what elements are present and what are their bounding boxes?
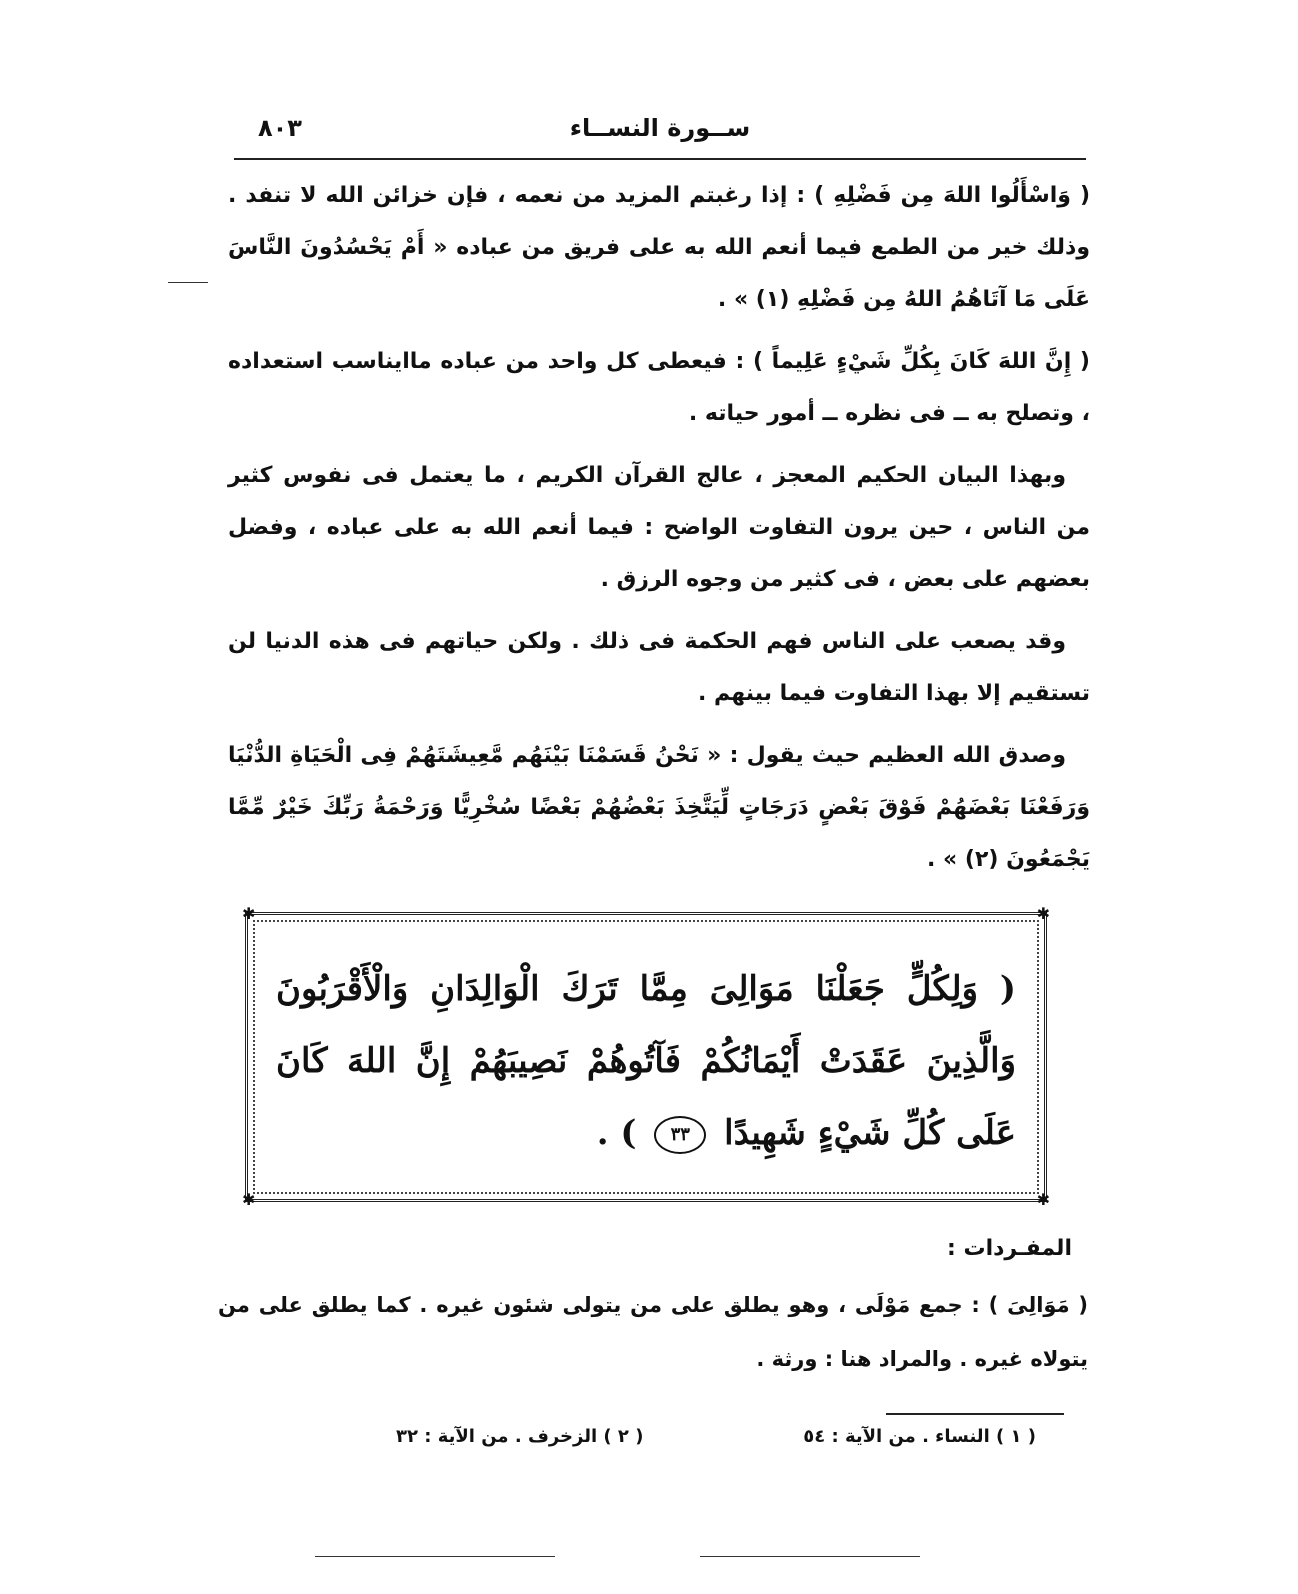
ornament-corner-icon: ✱ [1036, 904, 1050, 923]
paragraph: وبهذا البيان الحكيم المعجز ، عالج القرآن الكريم ، ما يعتمل فى نفوس كثير من الناس ، حين يرون التفاوت الواضح : فيما أنعم الله به على عباده ، وفضل بعضهم على بعض ، فى كثير من وجوه الرزق . [228, 463, 1090, 592]
ornament-corner-icon: ✱ [1036, 1190, 1050, 1209]
paragraph: ( وَاسْأَلُوا اللهَ مِن فَضْلِهِ ) : إذا رغبتم المزيد من نعمه ، فإن خزائن الله لا تنفد . وذلك خير من الطمع فيما أنعم الله به على فريق من عباده « أَمْ يَحْسُدُونَ النَّاسَ عَلَى مَا آتَاهُمُ اللهُ مِن فَضْلِهِ (١) » . [228, 183, 1090, 312]
scan-artifact [168, 282, 208, 283]
ornament-corner-icon: ✱ [242, 1190, 256, 1209]
page-number: ٨٠٣ [258, 114, 302, 142]
paragraph: وصدق الله العظيم حيث يقول : « نَحْنُ قَسَمْنَا بَيْنَهُم مَّعِيشَتَهُمْ فِى الْحَيَاةِ الدُّنْيَا وَرَفَعْنَا بَعْضَهُمْ فَوْقَ بَعْضٍ دَرَجَاتٍ لِّيَتَّخِذَ بَعْضُهُمْ بَعْضًا سُخْرِيًّا وَرَحْمَةُ رَبِّكَ خَيْرٌ مِّمَّا يَجْمَعُونَ (٢) » . [228, 743, 1090, 872]
scan-artifact [315, 1556, 555, 1557]
scan-artifact [700, 1556, 920, 1557]
commentary-text [228, 170, 1090, 896]
page-header [234, 108, 1086, 160]
paragraph: ( إِنَّ اللهَ كَانَ بِكُلِّ شَيْءٍ عَلِيماً ) : فيعطى كل واحد من عباده ماايناسب استعداده ، وتصلح به ــ فى نظره ــ أمور حياته . [228, 349, 1090, 426]
ayah-number-icon: ٣٣ [654, 1116, 706, 1154]
surah-title: ســورة النســاء [569, 114, 751, 142]
quran-verse-box [242, 904, 1050, 1209]
verse-body: ( وَلِكُلٍّ جَعَلْنَا مَوَالِىَ مِمَّا تَرَكَ الْوَالِدَانِ وَالْأَقْرَبُونَ وَالَّذِينَ عَقَدَتْ أَيْمَانُكُمْ فَآتُوهُمْ نَصِيبَهُمْ إِنَّ اللهَ كَانَ عَلَى كُلِّ شَيْءٍ شَهِيدًا [276, 969, 1016, 1153]
verse-text [276, 953, 1016, 1169]
footnote-1: ( ١ ) النساء . من الآية : ٥٤ [803, 1426, 1036, 1447]
paragraph: وقد يصعب على الناس فهم الحكمة فى ذلك . ولكن حياتهم فى هذه الدنيا لن تستقيم إلا بهذا التفاوت فيما بينهم . [228, 629, 1090, 706]
footnotes [396, 1426, 1036, 1462]
footnote-2: ( ٢ ) الزخرف . من الآية : ٣٢ [396, 1426, 644, 1447]
vocabulary-entry: ( مَوَالِىَ ) : جمع مَوْلَى ، وهو يطلق على من يتولى شئون غيره . كما يطلق على من يتولاه غيره . والمراد هنا : ورثة . [218, 1293, 1088, 1371]
ornament-corner-icon: ✱ [242, 904, 256, 923]
vocabulary-heading: المفـردات : [947, 1236, 1072, 1261]
footnote-divider [886, 1413, 1064, 1415]
verse-closing: ) . [596, 1113, 637, 1153]
